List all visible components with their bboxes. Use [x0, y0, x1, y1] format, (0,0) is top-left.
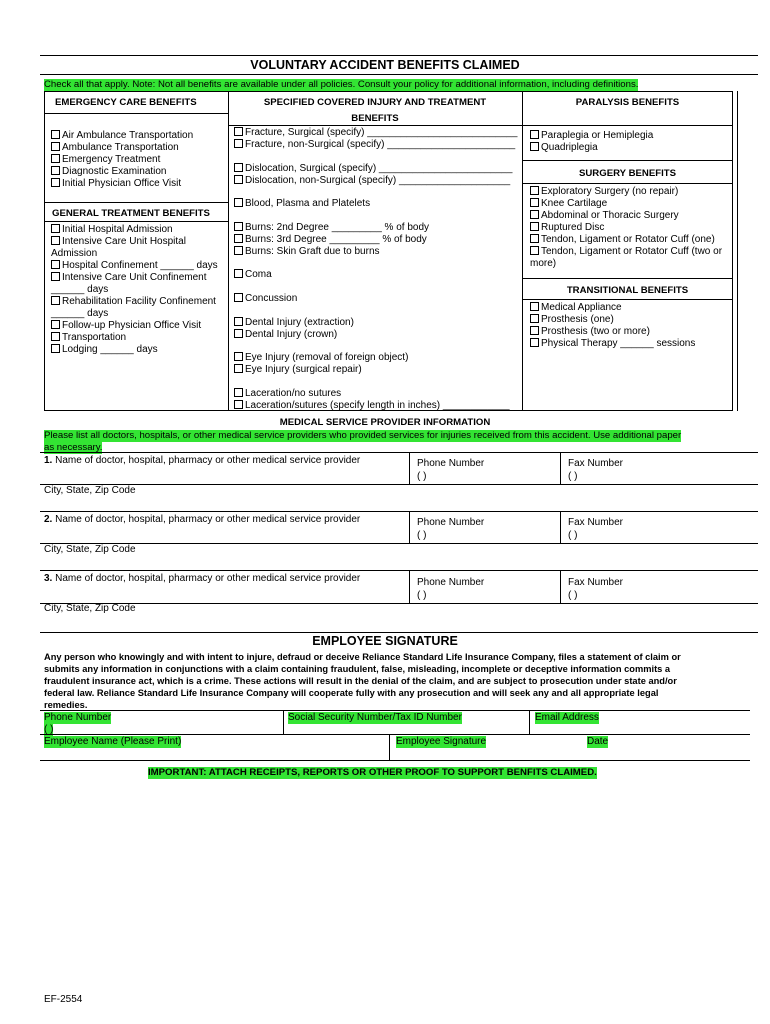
checkbox-fracture-nonsurgical[interactable]: Fracture, non-Surgical (specify) _______________________	[234, 139, 515, 151]
checkbox-emergency-treatment[interactable]: Emergency Treatment	[51, 154, 160, 166]
fraud-warning-2: submits any information in conjunctions with a claim containing fraudulent, false, misleading, incomplete or deceptive information commits a	[44, 664, 671, 674]
checkbox-laceration-no-sutures[interactable]: Laceration/no sutures	[234, 388, 341, 400]
checkbox-abdominal[interactable]: Abdominal or Thoracic Surgery	[530, 210, 679, 222]
checkbox-ruptured-disc[interactable]: Ruptured Disc	[530, 222, 604, 234]
general-header-rule	[44, 221, 228, 222]
employee-signature-label: Employee Signature	[396, 736, 487, 747]
fraud-warning-3: fraudulent insurance act, which is a crime. These actions will result in the denial of the claim, and are subject to prosecution under state and/or	[44, 676, 677, 686]
provider-2-divider-a	[409, 511, 410, 544]
checkbox-laceration-sutures[interactable]: Laceration/sutures (specify length in inches) ____________	[234, 400, 510, 412]
checkbox-medical-appliance[interactable]: Medical Appliance	[530, 302, 622, 314]
provider-1-city: City, State, Zip Code	[44, 485, 136, 496]
checkbox-coma[interactable]: Coma	[234, 269, 272, 281]
checkbox-burns-2nd[interactable]: Burns: 2nd Degree _________ % of body	[234, 222, 429, 234]
provider-3-city: City, State, Zip Code	[44, 603, 136, 614]
employee-name-label: Employee Name (Please Print)	[44, 736, 182, 747]
checkbox-icu-hospital[interactable]: Intensive Care Unit Hospital	[51, 236, 186, 248]
provider-2-top-rule	[40, 511, 758, 512]
specified-header-2: BENEFITS	[351, 113, 399, 124]
checkbox-quadriplegia[interactable]: Quadriplegia	[530, 142, 598, 154]
general-item-icu-days: ______ days	[51, 284, 109, 295]
checkbox-icu-confinement[interactable]: Intensive Care Unit Confinement	[51, 272, 207, 284]
date-label: Date	[587, 736, 609, 747]
checkbox-tendon-one[interactable]: Tendon, Ligament or Rotator Cuff (one)	[530, 234, 715, 246]
sig-row-1-divider-b	[529, 710, 530, 734]
provider-1-divider-a	[409, 452, 410, 485]
provider-header: MEDICAL SERVICE PROVIDER INFORMATION	[279, 417, 491, 428]
sig-row-1-rule	[40, 710, 750, 711]
ssn-label: Social Security Number/Tax ID Number	[288, 712, 462, 723]
checkbox-initial-physician[interactable]: Initial Physician Office Visit	[51, 178, 181, 190]
employee-phone-paren[interactable]: ( )	[44, 724, 54, 735]
provider-3-label: 3. Name of doctor, hospital, pharmacy or other medical service provider	[44, 573, 361, 584]
checkbox-dislocation-nonsurgical[interactable]: Dislocation, non-Surgical (specify) ____________________	[234, 175, 510, 187]
checkbox-followup[interactable]: Follow-up Physician Office Visit	[51, 320, 201, 332]
benefits-box-outer-edge	[737, 91, 738, 411]
provider-1-phone-label: Phone Number	[417, 458, 485, 469]
provider-1-mid-rule	[40, 484, 758, 485]
important-notice: IMPORTANT: ATTACH RECEIPTS, REPORTS OR OTHER PROOF TO SUPPORT BENFITS CLAIMED.	[148, 767, 597, 778]
specified-header-1: SPECIFIED COVERED INJURY AND TREATMENT	[263, 97, 487, 108]
provider-1-top-rule	[40, 452, 758, 453]
provider-2-fax-label: Fax Number	[568, 517, 624, 528]
provider-2-phone-label: Phone Number	[417, 517, 485, 528]
provider-3-top-rule	[40, 570, 758, 571]
signature-header: EMPLOYEE SIGNATURE	[312, 634, 458, 648]
provider-3-phone-label: Phone Number	[417, 577, 485, 588]
sig-row-1-divider-a	[283, 710, 284, 734]
provider-2-fax-paren[interactable]: ( )	[568, 530, 578, 541]
instructions: Check all that apply. Note: Not all benefits are available under all policies. Consult your policy for additional information, including definitions.	[44, 79, 639, 90]
provider-1-label: 1. Name of doctor, hospital, pharmacy or other medical service provider	[44, 455, 361, 466]
checkbox-fracture-surgical[interactable]: Fracture, Surgical (specify) ___________________________	[234, 127, 517, 139]
title-rule	[40, 74, 758, 75]
provider-3-phone-paren[interactable]: ( )	[417, 590, 427, 601]
top-rule	[40, 55, 758, 56]
checkbox-paraplegia[interactable]: Paraplegia or Hemiplegia	[530, 130, 653, 142]
checkbox-hospital-confinement[interactable]: Hospital Confinement ______ days	[51, 260, 218, 272]
specified-header-rule	[228, 125, 522, 126]
provider-3-fax-label: Fax Number	[568, 577, 624, 588]
provider-2-mid-rule	[40, 543, 758, 544]
fraud-warning-1: Any person who knowingly and with intent to injure, defraud or deceive Reliance Standard Life Insurance Company, files a statement of claim or	[44, 652, 681, 662]
provider-1-divider-b	[560, 452, 561, 485]
column-divider-2	[522, 91, 523, 411]
sig-row-2-divider	[389, 734, 390, 760]
checkbox-dental-crown[interactable]: Dental Injury (crown)	[234, 329, 337, 341]
checkbox-burns-3rd[interactable]: Burns: 3rd Degree _________ % of body	[234, 234, 427, 246]
checkbox-blood-plasma[interactable]: Blood, Plasma and Platelets	[234, 198, 370, 210]
checkbox-concussion[interactable]: Concussion	[234, 293, 297, 305]
checkbox-prosthesis-one[interactable]: Prosthesis (one)	[530, 314, 614, 326]
signature-top-rule	[40, 632, 758, 633]
form-title: VOLUNTARY ACCIDENT BENEFITS CLAIMED	[250, 58, 520, 72]
checkbox-lodging[interactable]: Lodging ______ days	[51, 344, 158, 356]
provider-2-city: City, State, Zip Code	[44, 544, 136, 555]
sig-bottom-rule	[40, 760, 750, 761]
provider-2-divider-b	[560, 511, 561, 544]
general-item-admission: Admission	[51, 248, 98, 259]
paralysis-header: PARALYSIS BENEFITS	[575, 97, 680, 108]
surgery-header-rule	[522, 183, 733, 184]
checkbox-air-ambulance[interactable]: Air Ambulance Transportation	[51, 130, 193, 142]
checkbox-transportation[interactable]: Transportation	[51, 332, 126, 344]
transitional-top-rule	[522, 278, 733, 279]
checkbox-skin-graft[interactable]: Burns: Skin Graft due to burns	[234, 246, 380, 258]
sig-row-2-rule	[40, 734, 750, 735]
surgery-top-rule	[522, 160, 733, 161]
provider-2-label: 2. Name of doctor, hospital, pharmacy or other medical service provider	[44, 514, 361, 525]
checkbox-rehab[interactable]: Rehabilitation Facility Confinement	[51, 296, 216, 308]
checkbox-eye-surgical[interactable]: Eye Injury (surgical repair)	[234, 364, 362, 376]
provider-1-fax-paren[interactable]: ( )	[568, 471, 578, 482]
general-top-rule	[44, 202, 228, 203]
provider-2-phone-paren[interactable]: ( )	[417, 530, 427, 541]
fraud-warning-4: federal law. Reliance Standard Life Insurance Company will cooperate fully with any prosecution and will seek any and all appropriate legal	[44, 688, 659, 698]
form-id: EF-2554	[44, 994, 83, 1005]
provider-instructions-2: as necessary.	[44, 442, 103, 453]
transitional-header: TRANSITIONAL BENEFITS	[566, 285, 689, 296]
surgery-header: SURGERY BENEFITS	[578, 168, 677, 179]
email-label: Email Address	[535, 712, 599, 723]
general-header: GENERAL TREATMENT BENEFITS	[52, 208, 210, 219]
paralysis-header-rule	[522, 125, 733, 126]
provider-3-mid-rule	[40, 603, 758, 604]
provider-3-divider-a	[409, 570, 410, 604]
checkbox-dislocation-surgical[interactable]: Dislocation, Surgical (specify) ________________________	[234, 163, 512, 175]
employee-phone-label: Phone Number	[44, 712, 112, 723]
transitional-header-rule	[522, 299, 733, 300]
fraud-warning-5: remedies.	[44, 700, 88, 710]
checkbox-knee-cartilage[interactable]: Knee Cartilage	[530, 198, 607, 210]
checkbox-initial-hospital[interactable]: Initial Hospital Admission	[51, 224, 173, 236]
checkbox-physical-therapy[interactable]: Physical Therapy ______ sessions	[530, 338, 695, 350]
provider-instructions-1: Please list all doctors, hospitals, or other medical service providers who provided services for injuries received from this accident. Use additional paper	[44, 430, 682, 441]
checkbox-tendon-two[interactable]: Tendon, Ligament or Rotator Cuff (two or	[530, 246, 722, 258]
checkbox-dental-extraction[interactable]: Dental Injury (extraction)	[234, 317, 354, 329]
checkbox-ambulance[interactable]: Ambulance Transportation	[51, 142, 179, 154]
emergency-header-rule	[44, 113, 228, 114]
column-divider-1	[228, 91, 229, 411]
provider-3-fax-paren[interactable]: ( )	[568, 590, 578, 601]
surgery-item-more: more)	[530, 258, 557, 269]
emergency-header: EMERGENCY CARE BENEFITS	[55, 97, 197, 108]
provider-1-fax-label: Fax Number	[568, 458, 624, 469]
checkbox-eye-removal[interactable]: Eye Injury (removal of foreign object)	[234, 352, 408, 364]
provider-1-phone-paren[interactable]: ( )	[417, 471, 427, 482]
checkbox-exploratory[interactable]: Exploratory Surgery (no repair)	[530, 186, 678, 198]
provider-3-divider-b	[560, 570, 561, 604]
general-item-rehab-days: ______ days	[51, 308, 109, 319]
checkbox-diagnostic-exam[interactable]: Diagnostic Examination	[51, 166, 167, 178]
checkbox-prosthesis-two[interactable]: Prosthesis (two or more)	[530, 326, 650, 338]
